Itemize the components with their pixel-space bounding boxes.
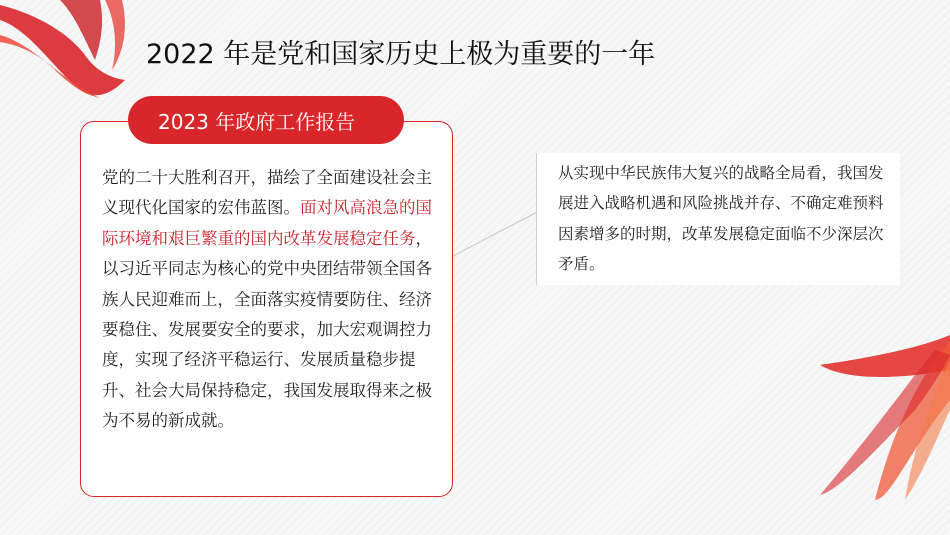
connector-line	[453, 208, 543, 258]
ribbon-decoration-top-left-icon	[0, 0, 130, 100]
report-text-part-2: ，以习近平同志为核心的党中央团结带领全国各族人民迎难而上，全面落实疫情要防住、经济要稳住、发展要安全的要求，加大宏观调控力度，实现了经济平稳运行、发展质量稳步提升、社会大局保持稳定，我国发展取得来之极为不易的新成就。	[102, 228, 432, 431]
report-card-text	[102, 163, 438, 437]
context-text: 从实现中华民族伟大复兴的战略全局看，我国发展进入战略机遇和风险挑战并存、不确定难预料因素增多的时期，改革发展稳定面临不少深层次矛盾。	[558, 164, 884, 274]
report-text-highlight: 面对风高浪急的国际环境和艰巨繁重的国内改革发展稳定任务	[102, 198, 432, 248]
ribbon-decoration-bottom-right-icon	[815, 330, 950, 500]
report-text-part-1: 党的二十大胜利召开，描绘了全面建设社会主义现代化国家的宏伟蓝图。	[102, 168, 432, 218]
report-card-tab: 2023 年政府工作报告	[128, 96, 404, 144]
slide-title: 2022 年是党和国家历史上极为重要的一年	[146, 39, 656, 70]
